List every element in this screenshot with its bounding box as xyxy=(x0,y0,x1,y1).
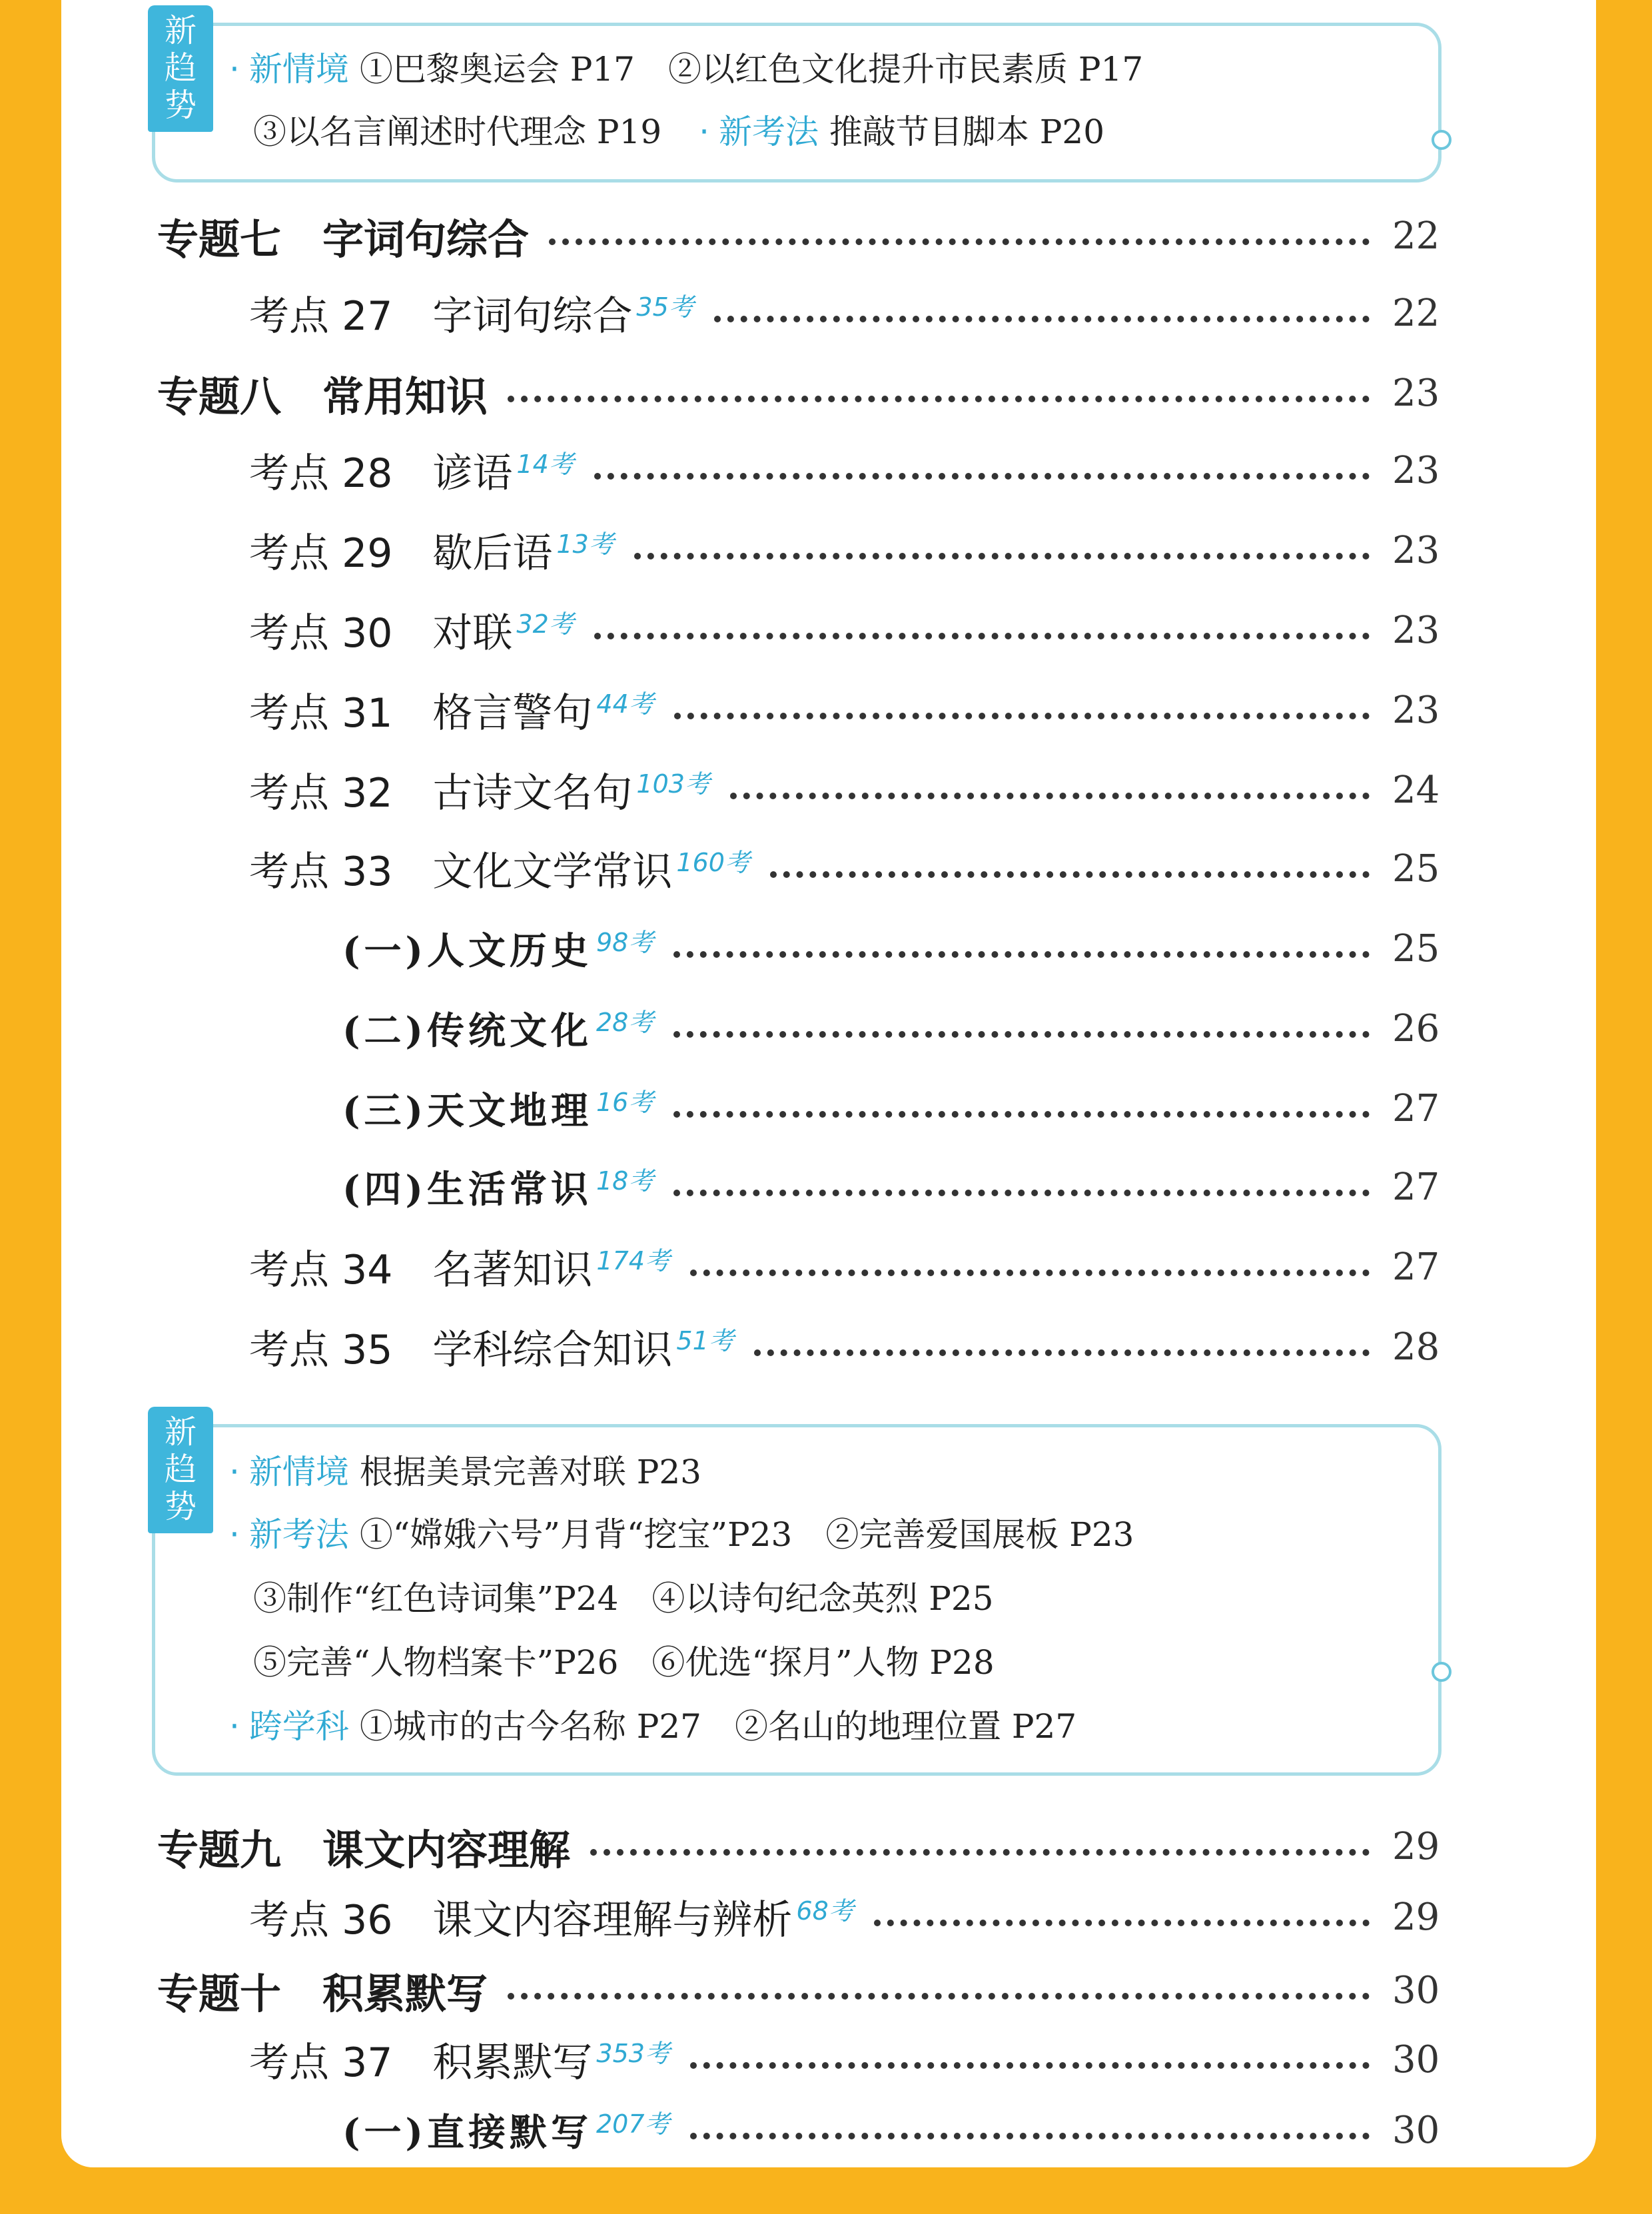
trend-text: 根据美景完善对联 P23 xyxy=(359,1453,701,1491)
toc-label: 考点 29 歇后语 xyxy=(249,530,553,577)
toc-point-row[interactable] xyxy=(249,1320,1439,1373)
toc-point-row[interactable] xyxy=(249,763,1439,817)
trend-text: ③制作“红色诗词集”P24 ④以诗句纪念英烈 P25 xyxy=(253,1579,994,1618)
dot-leader xyxy=(730,793,1370,799)
trend-tag: 新考法 xyxy=(718,113,819,151)
dot-leader xyxy=(674,713,1370,719)
dot-leader xyxy=(673,1031,1370,1038)
trend-line xyxy=(253,112,1104,152)
page-number: 23 xyxy=(1392,608,1440,652)
dot-leader xyxy=(673,951,1370,958)
page-number: 29 xyxy=(1392,1824,1440,1868)
page-number: 27 xyxy=(1392,1165,1440,1209)
badge-char: 新 xyxy=(164,12,197,49)
exam-count: 207考 xyxy=(596,2109,670,2139)
page-number: 30 xyxy=(1392,2108,1440,2152)
toc-label: 考点 34 名著知识 xyxy=(249,1247,593,1293)
toc-label: 考点 27 字词句综合 xyxy=(249,293,633,340)
toc-label: (三)天文地理 xyxy=(342,1089,592,1133)
toc-point-row[interactable] xyxy=(249,1240,1439,1293)
bullet-dot: · xyxy=(699,113,709,151)
toc-label: 考点 33 文化文学常识 xyxy=(249,849,673,895)
dot-leader xyxy=(594,633,1370,639)
toc-label: 专题七 字词句综合 xyxy=(157,214,530,264)
toc-topic-row[interactable] xyxy=(157,366,1439,420)
page-number: 24 xyxy=(1392,768,1440,812)
exam-count: 51考 xyxy=(676,1326,734,1355)
page-number: 29 xyxy=(1392,1895,1440,1939)
dot-leader xyxy=(874,1920,1370,1926)
exam-count: 14考 xyxy=(516,450,574,479)
toc-sub-row[interactable] xyxy=(342,1160,1439,1214)
toc-point-row[interactable] xyxy=(249,683,1439,737)
exam-count: 13考 xyxy=(556,530,614,559)
exam-count: 353考 xyxy=(596,2039,670,2068)
dot-leader xyxy=(634,553,1370,559)
dot-leader xyxy=(594,473,1370,480)
trend-text: ①“嫦娥六号”月背“挖宝”P23 ②完善爱国展板 P23 xyxy=(359,1515,1134,1554)
toc-label: 考点 30 对联 xyxy=(249,610,513,657)
exam-count: 35考 xyxy=(636,292,694,322)
bullet-dot: · xyxy=(229,1707,240,1746)
page-number: 27 xyxy=(1392,1086,1440,1130)
new-trend-badge-2 xyxy=(148,1407,213,1533)
dot-leader xyxy=(549,238,1370,245)
exam-count: 103考 xyxy=(636,769,710,799)
exam-count: 32考 xyxy=(516,609,574,639)
exam-count: 68考 xyxy=(796,1896,854,1926)
trend-tag: 新情境 xyxy=(248,1453,349,1491)
toc-point-row[interactable] xyxy=(249,603,1439,657)
toc-topic-row[interactable] xyxy=(157,1964,1439,2017)
dot-leader xyxy=(690,2062,1370,2069)
trend-line xyxy=(229,1515,1134,1555)
trend-line xyxy=(229,49,1143,89)
dot-leader xyxy=(590,1849,1370,1856)
toc-label: (一)直接默写 xyxy=(342,2111,592,2155)
exam-count: 28考 xyxy=(596,1008,654,1037)
trend-tag: 跨学科 xyxy=(248,1707,349,1746)
trend-text: ①巴黎奥运会 P17 ②以红色文化提升市民素质 P17 xyxy=(359,50,1144,89)
trend-line xyxy=(253,1579,994,1619)
toc-topic-row[interactable] xyxy=(157,1820,1439,1873)
toc-point-row[interactable] xyxy=(249,842,1439,895)
toc-label: (四)生活常识 xyxy=(342,1168,592,1212)
toc-point-row[interactable] xyxy=(249,286,1439,340)
trend-text: ⑤完善“人物档案卡”P26 ⑥优选“探月”人物 P28 xyxy=(253,1643,995,1682)
dot-leader xyxy=(770,871,1370,878)
toc-sub-row[interactable] xyxy=(342,1082,1439,1135)
dot-leader xyxy=(508,1993,1370,2000)
page-number: 30 xyxy=(1392,2037,1440,2081)
dot-leader xyxy=(508,396,1370,402)
trend-line xyxy=(253,1643,995,1682)
trend-line xyxy=(229,1452,701,1492)
toc-point-row[interactable] xyxy=(249,444,1439,497)
exam-count: 160考 xyxy=(676,848,750,877)
page-number: 26 xyxy=(1392,1006,1440,1050)
exam-count: 98考 xyxy=(596,928,654,957)
toc-topic-row[interactable] xyxy=(157,209,1439,262)
toc-label: 考点 35 学科综合知识 xyxy=(249,1327,673,1373)
trend-tag: 新考法 xyxy=(248,1515,349,1554)
page-number: 23 xyxy=(1392,448,1440,492)
page-number: 25 xyxy=(1392,926,1440,970)
toc-point-row[interactable] xyxy=(249,2033,1439,2086)
trend-line xyxy=(229,1706,1076,1746)
toc-sub-row[interactable] xyxy=(342,1002,1439,1055)
bullet-dot: · xyxy=(229,50,240,89)
page-number: 25 xyxy=(1392,847,1440,891)
toc-point-row[interactable] xyxy=(249,524,1439,577)
toc-label: 考点 28 谚语 xyxy=(249,450,513,497)
page-number: 30 xyxy=(1392,1968,1440,2012)
exam-count: 18考 xyxy=(596,1166,654,1196)
dot-leader xyxy=(673,1111,1370,1118)
toc-label: 考点 31 格言警句 xyxy=(249,690,593,737)
toc-point-row[interactable] xyxy=(249,1890,1439,1944)
page-number: 27 xyxy=(1392,1245,1440,1289)
badge-char: 势 xyxy=(164,1488,197,1525)
box-end-dot xyxy=(1432,130,1451,150)
bullet-dot: · xyxy=(229,1453,240,1491)
new-trend-badge-1 xyxy=(148,5,213,132)
exam-count: 16考 xyxy=(596,1088,654,1117)
new-trend-box-1 xyxy=(152,23,1442,183)
bullet-dot: · xyxy=(229,1515,240,1554)
toc-label: 考点 36 课文内容理解与辨析 xyxy=(249,1897,793,1944)
toc-label: 专题九 课文内容理解 xyxy=(157,1825,571,1874)
dot-leader xyxy=(754,1349,1370,1356)
toc-label: 考点 32 古诗文名句 xyxy=(249,770,633,817)
dot-leader xyxy=(714,316,1370,322)
toc-label: (一)人文历史 xyxy=(342,929,592,973)
dot-leader xyxy=(673,1190,1370,1196)
badge-char: 趋 xyxy=(164,49,197,87)
page-number: 23 xyxy=(1392,528,1440,572)
page-number: 23 xyxy=(1392,688,1440,732)
page-number: 23 xyxy=(1392,371,1440,415)
trend-text: ③以名言阐述时代理念 P19 xyxy=(253,113,662,151)
dot-leader xyxy=(690,1270,1370,1276)
box-end-dot xyxy=(1432,1662,1451,1682)
page-number: 22 xyxy=(1392,291,1440,335)
toc-label: (二)传统文化 xyxy=(342,1009,592,1053)
badge-char: 趋 xyxy=(164,1451,197,1488)
toc-label: 考点 37 积累默写 xyxy=(249,2039,593,2086)
trend-text: ①城市的古今名称 P27 ②名山的地理位置 P27 xyxy=(359,1707,1077,1746)
toc-label: 专题十 积累默写 xyxy=(157,1969,488,2018)
exam-count: 174考 xyxy=(596,1246,670,1276)
toc-sub-row[interactable] xyxy=(342,2103,1439,2157)
page-number: 22 xyxy=(1392,214,1440,258)
page-number: 28 xyxy=(1392,1325,1440,1369)
exam-count: 44考 xyxy=(596,689,654,719)
toc-sub-row[interactable] xyxy=(342,922,1439,975)
toc-label: 专题八 常用知识 xyxy=(157,372,488,421)
dot-leader xyxy=(690,2133,1370,2139)
badge-char: 新 xyxy=(164,1413,197,1451)
trend-text: 推敲节目脚本 P20 xyxy=(829,113,1105,151)
badge-char: 势 xyxy=(164,87,197,124)
trend-tag: 新情境 xyxy=(248,50,349,89)
